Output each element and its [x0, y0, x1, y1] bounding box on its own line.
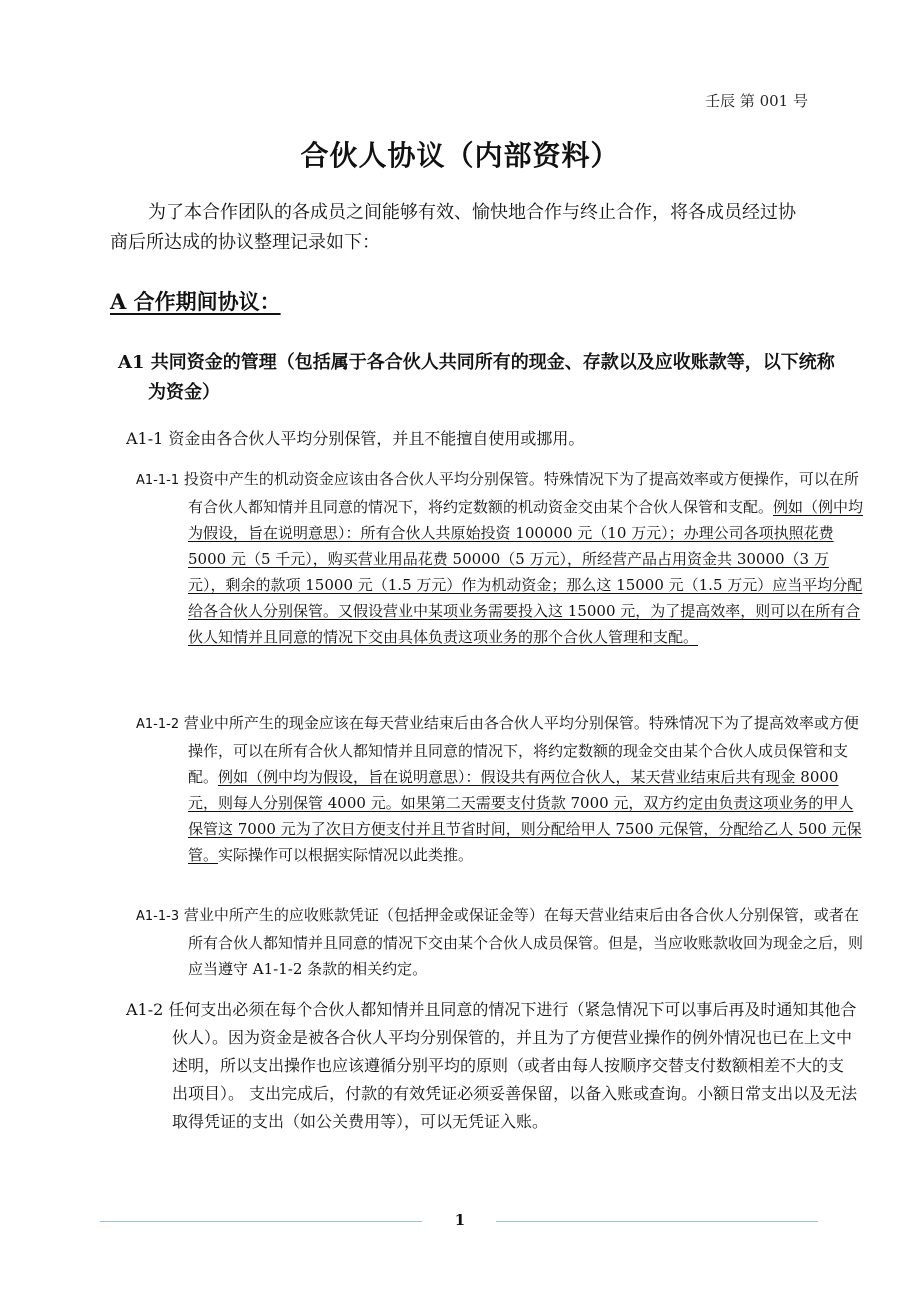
clause-number: A1-1-3 — [136, 909, 180, 924]
clause-text: 营业中所产生的应收账款凭证（包括押金或保证金等）在每天营业结束后由各合伙人分别保管，或者在所有合伙人都知情并且同意的情况下交由某个合伙人成员保管。但是，当应收账款收回为现金之后，则应当遵守 A1-1-2 条款的相关约定。 — [183, 906, 864, 978]
clause-example: 例如（例中均为假设，旨在说明意思）：假设共有两位合伙人，某天营业结束后共有现金 8000 元，则每人分别保管 4000 元。如果第二天需要支付货款 7000 元，双方约定由负责这项业务的甲人保管这 7000 元为了次日方便支付并且节省时间，则分配给甲人 7500 元保管，分配给乙人 500 元保管。 — [188, 768, 862, 864]
clause-text: 营业中所产生的现金应该在每天营业结束后由各合伙人平均分别保管。特殊情况下为了提高效率或方便操作，可以在所有合伙人都知情并且同意的情况下，将约定数额的现金交由某个合伙人成员保管和支配。 — [183, 714, 859, 786]
section-a1-heading: A1 共同资金的管理（包括属于各合伙人共同所有的现金、存款以及应收账款等，以下统称为资金） — [118, 352, 835, 403]
page-number: 1 — [454, 1211, 466, 1229]
section-a-heading: A 合作期间协议： — [110, 289, 281, 314]
clause-a1-1-2 — [136, 710, 864, 868]
clause-a1-2: A1-2 任何支出必须在每个合伙人都知情并且同意的情况下进行（紧急情况下可以事后再及时通知其他合伙人）。因为资金是被各合伙人平均分别保管的，并且为了方便营业操作的例外情况也已在上文中述明，所以支出操作也应该遵循分别平均的原则（或者由每人按顺序交替支付数额相差不大的支出项目）。 支出完成后，付款的有效凭证必须妥善保留，以备入账或查询。小额日常支出以及无法取得凭证的支出（如公关费用等），可以无凭证入账。 — [126, 1000, 858, 1131]
clause-a1-1-1 — [136, 466, 864, 650]
clause-number: A1-1-1 — [136, 473, 180, 488]
document-title: 合伙人协议（内部资料） — [300, 139, 620, 172]
clause-a1-1: A1-1 资金由各合伙人平均分别保管，并且不能擅自使用或挪用。 — [126, 429, 585, 448]
clause-tail: 实际操作可以根据实际情况以此类推。 — [218, 846, 474, 864]
document-serial-number: 壬辰 第 001 号 — [705, 92, 808, 110]
intro-paragraph: 为了本合作团队的各成员之间能够有效、愉快地合作与终止合作，将各成员经过协商后所达成的协议整理记录如下： — [110, 202, 796, 253]
clause-example: 例如（例中均为假设，旨在说明意思）：所有合伙人共原始投资 100000 元（10 万元）；办理公司各项执照花费 5000 元（5 千元），购买营业用品花费 50000（5 万元），所经营产品占用资金共 30000（3 万元），剩余的款项 15000 元（1.5 万元）作为机动资金；那么这 15000 元（1.5 万元）应当平均分配给各合伙人分别保管。又假设营业中某项业务需要投入这 15000 元，为了提高效率，则可以在所有合伙人知情并且同意的情况下交由具体负责这项业务的那个合伙人管理和支配。 — [188, 498, 864, 646]
clause-number: A1-1-2 — [136, 717, 180, 732]
footer-divider-right — [496, 1221, 818, 1222]
clause-text: 投资中产生的机动资金应该由各合伙人平均分别保管。特殊情况下为了提高效率或方便操作，可以在所有合伙人都知情并且同意的情况下，将约定数额的机动资金交由某个合伙人保管和支配。 — [183, 470, 859, 516]
clause-a1-1-3 — [136, 902, 864, 982]
